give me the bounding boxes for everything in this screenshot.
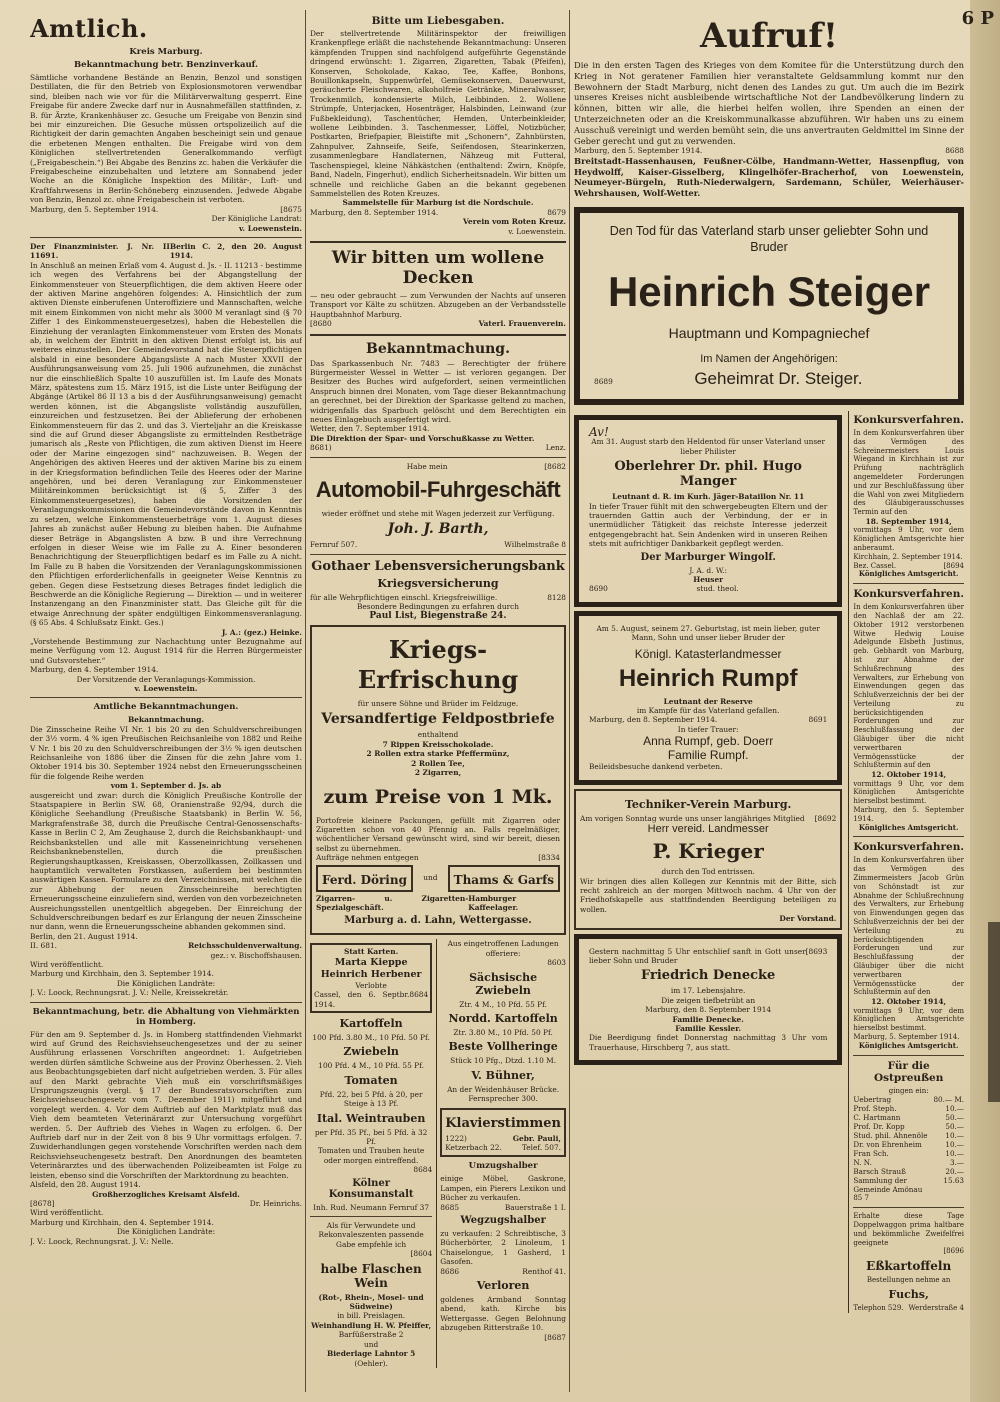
wird-1-date: Marburg und Kirchhain, den 3. September 1914.	[30, 969, 214, 979]
tomaten-title: Tomaten	[344, 1073, 398, 1087]
manger-text: Am 31. August starb den Heldentod für unser Vaterland unser lieber Philister	[591, 437, 826, 456]
sparkasse-date: Wetter, den 7. September 1914.	[310, 424, 430, 434]
wird-1-sign: Die Königlichen Landräte:	[116, 978, 216, 988]
steiger-rank: Hauptmann und Kompagniechef	[668, 324, 870, 341]
verloren-text: goldenes Armband Sonntag abend, kath. Kirche bis Wettergasse. Gegen Belohnung abzugeben Ritterstraße 10.	[440, 1295, 566, 1333]
halbe-addr3: (Oehler).	[354, 1358, 388, 1368]
donation-row	[853, 1140, 964, 1149]
donation-name: Fran Sch.	[853, 1149, 889, 1159]
denecke-date: Marburg, den 8. September 1914	[645, 1005, 772, 1015]
finance-date: Marburg, den 4. September 1914.	[30, 665, 159, 675]
halbe-firm: Weinhandlung H. W. Pfeiffer,	[311, 1320, 432, 1330]
kriegs-auf: Aufträge nehmen entgegen	[316, 853, 419, 863]
manger-obituary	[574, 415, 842, 607]
konkurs-3-text-2: vormittags 9 Uhr, vor dem Königlichen Amtsgerichte hierselbst bestimmt.	[853, 1006, 964, 1033]
denecke-number: [8693	[805, 946, 828, 956]
benzin-number: [8675	[280, 204, 302, 214]
donation-amount: 20.—	[945, 1167, 964, 1177]
donation-row	[853, 1113, 964, 1122]
techniker-text: Am vorigen Sonntag wurde uns unser langjähriges Mitglied	[580, 813, 805, 823]
halbe-addr1: Barfüßerstraße 2	[338, 1330, 404, 1340]
esskartoffeln-text: Bestellungen nehme an	[866, 1276, 951, 1285]
amtliche-sign-name: gez.: v. Bischoffshausen.	[210, 950, 302, 960]
vollheringe-title: Beste Vollheringe	[448, 1040, 558, 1054]
gotha-name: Paul List, Biegenstraße 24.	[369, 610, 507, 621]
konkurs-3-title: Konkursverfahren.	[853, 841, 964, 854]
umzug-text: einige Möbel, Gaskrone, Lampen, ein Pierers Lexikon und Bücher zu verkaufen.	[440, 1174, 566, 1203]
steiger-number: 8689	[594, 376, 613, 386]
buehner-tel: Fernsprecher 300.	[468, 1094, 538, 1104]
sparkasse-org: Die Direktion der Spar- und Vorschußkasse zu Wetter.	[310, 433, 535, 443]
benzin-sign-name: v. Loewenstein.	[239, 223, 302, 233]
decken-number: [8680	[310, 319, 332, 329]
wedding-title: Statt Karten.	[344, 947, 399, 957]
wegzug-text: zu verkaufen: 2 Schreibtische, 3 Bücherbörter, 2 Linoleum, 1 Chaiselongue, 1 Gasherd, 1 Gasofen.	[440, 1229, 566, 1267]
donation-name: Barsch Strauß	[853, 1167, 906, 1177]
wird-2-date: Marburg und Kirchhain, den 4. September 1914.	[30, 1217, 214, 1227]
kreis-heading: Kreis Marburg.	[129, 47, 203, 57]
kriegs-firm-1-sub: Zigarren- u. Zigaretten-Spezialgeschäft.	[316, 893, 469, 912]
kriegs-head: Versandfertige Feldpostbriefe	[321, 711, 555, 728]
techniker-notice	[574, 789, 842, 930]
auto-title: Automobil-Fuhrgeschäft	[315, 477, 561, 503]
rumpf-text-2: im Kampfe für das Vaterland gefallen.	[636, 706, 780, 716]
ostpreussen-foot: Erhalte diese Tage Doppelwaggon prima haltbare und bekömmliche Zweifelfrei geeignete	[853, 1212, 964, 1247]
sparkasse-sign: Lenz.	[545, 443, 566, 453]
zwiebeln-title: Zwiebeln	[343, 1045, 399, 1059]
aufruf-number: 8688	[945, 146, 964, 156]
benzin-sign-title: Der Königliche Landrat:	[211, 214, 302, 224]
donation-row	[853, 1176, 964, 1194]
decken-org: Vaterl. Frauenverein.	[478, 319, 566, 329]
rumpf-rank: Leutnant der Reserve	[663, 696, 753, 706]
konkurs-1-title: Konkursverfahren.	[853, 413, 964, 426]
steiger-obituary	[574, 207, 964, 405]
konkurs-1-text: In dem Konkursverfahren über das Vermögen des Schreinermeisters Louis Wiegand in Kirchhain ist zur Prüfung nachträglich angemeldeter Forderungen und zur Beschlußfassung über die Wahl von zwei Mitgliedern des Gläubigerausschusses Termin auf den	[853, 428, 964, 517]
umzug-number: 8685	[440, 1202, 460, 1212]
techniker-org: Der Vorstand.	[779, 914, 837, 924]
amtliche-sub: Bekanntmachung.	[128, 715, 204, 725]
rumpf-name-2: Familie Rumpf.	[667, 748, 749, 763]
denecke-text-3: Die Beerdigung findet Donnerstag nachmittag 3 Uhr vom Trauerhause, Hirschberg 7, aus statt.	[589, 1033, 828, 1052]
donation-amount: 80.— M.	[933, 1095, 964, 1105]
viehmarkt-sign: Dr. Heinrichs.	[249, 1198, 302, 1208]
manger-text-2: In tiefer Trauer fühlt mit den schwergebeugten Eltern und der trauernden Gattin auch der Verbindung, der er in unermüdlicher Tätigkeit das reichste Interesse jederzeit entgegengebracht hat. Sein Andenken wird in unseren Reihen stets mit aufrichtiger Dankbarkeit gepflegt werden.	[589, 501, 828, 549]
techniker-number: [8692	[814, 813, 837, 823]
finance-sign: J. A.: (gez.) Heinke.	[221, 627, 302, 637]
halbe-und: und	[363, 1339, 379, 1349]
amtliche-number: II. 681.	[30, 941, 57, 951]
gotha-sub: Kriegsversicherung	[377, 576, 499, 590]
gotha-sub2: für alle Wehrpflichtigen einschl. Kriegsfreiwillige.	[310, 592, 498, 602]
nordd-kartoffeln-title: Nordd. Kartoffeln	[448, 1011, 558, 1025]
wedding-sub: Verlobte	[355, 980, 387, 990]
rumpf-name-1: Anna Rumpf, geb. Doerr	[643, 734, 774, 749]
viehmarkt-title: Bekanntmachung, betr. die Abhaltung von Viehmärkten in Homberg.	[32, 1006, 300, 1027]
sparkasse-number: 8681)	[310, 443, 332, 453]
steiger-name: Heinrich Steiger	[607, 267, 931, 315]
benzin-text: Sämtliche vorhandene Bestände an Benzin, Benzol und sonstigen Destillaten, die für den Betrieb von Explosionsmotoren verwendbar sind, bleiben nach wie vor für die Militärverwaltung gesperrt. Eine Freigabe für andere Zwecke darf nur in Ausnahmefällen stattfinden, z. B. für Ärzte, Krankenhäuser zc. Gesuche um Freigabe von Benzin sind bei mir einzureichen. Die Gesuche müssen ortspolizeilich auf die Richtigkeit der darin gemachten Angaben bescheinigt sein und genaue die erbetenen Mengen enthalten. Die Freigabe wird von dem Königlichen stellvertretenden Generalkommando verfügt („Freigabeschein.“) Bei Abgabe des Benzins zc. haben die Verkäufer die Freigabescheine einzubehalten und letztere am Sonnabend jeder Woche an die Königliche Inspektion des Militär-, Luft- und Kraftfahrwesens in Berlin-Schöneberg einzusenden. Jedwede Abgabe von Benzin, Benzol zc. ohne Freigabeschein ist verboten.	[30, 73, 302, 205]
liebesgaben-sammel: Sammelstelle für Marburg ist die Nordschule.	[342, 198, 534, 208]
wird-1-names: J. V.: Loock, Rechnungsrat. J. V.: Nelle, Kreissekretär.	[30, 988, 229, 998]
sachs-zwiebeln-title: Sächsische Zwiebeln	[469, 970, 538, 997]
konkurs-1-org: Königliches Amtsgericht.	[858, 569, 959, 579]
donation-name: Sammlung der Gemeinde Amönau	[853, 1176, 923, 1195]
donation-name: Prof. Dr. Kopp	[853, 1122, 905, 1132]
aufruf-names: Breitstadt-Hassenhausen, Feußner-Cölbe, Handmann-Wetter, Hassenpflug, von Heydwolff, Kaiser-Gisselberg, Klingelhöfer-Bracherhof, von Loewenstein, Neumeyer-Bürgeln, Ruth-Niederwalgern, Sardemann, Schüler, Weierhäuser-Wehrshausen, Wolf-Wetter.	[574, 155, 964, 199]
konkurs-2-date: 12. Oktober 1914,	[871, 770, 947, 780]
manger-org: Der Marburger Wingolf.	[640, 551, 776, 563]
liebesgaben-text: Der stellvertretende Militärinspektor der freiwilligen Krankenpflege erläßt die nachstehende Bekanntmachung: Unseren kämpfenden Truppen sind nachfolgend aufgeführte Gegenstände dringend erwünscht: 1. Zigarren, Zigaretten, Tabak (Pfeifen), Konserven, Schokolade, Kakao, Tee, Kaffee, Bonbons, Bouillonkapseln, Suppenwürfel, Gemüsekonserven, Dauerwurst, geräucherte Fleischwaren, alkoholfreie Getränke, Mineralwasser, Trockenmilch, kondensierte Milch, Leibbinden. 2. Wollene Strümpfe, Unterjacken, Hosenträger, Halsbinden, Leinwand (zur Fußbekleidung), Taschentücher, Hemden, Unterbeinkleider, wollene Leibbinden. 3. Taschenmesser, Löffel, Notizbücher, Postkarten, Briefpapier, Bleistifte mit „Schonern“, Zahnbürsten, Zahnpulver, Zahnseife, Seife, Seifendosen, Stearinkerzen, zusammenlegbare Handlaternen, Nähzeug mit Futteral, Taschenspiegel, kleine Nähkästchen (enthaltend: Zwirn, Knöpfe, Band, Nadeln, Fingerhut), endlich Sicherheitsnadeln. Wir bitten um schnelle und reichliche Gaben an die bekannt gegebenen Sammelstellen des Roten Kreuzes.	[310, 29, 566, 198]
klavier-tel: Telef. 507.	[521, 1143, 561, 1152]
konkurs-2-title: Konkursverfahren.	[853, 588, 964, 601]
liebesgaben-org: Verein vom Roten Kreuz.	[462, 217, 566, 227]
amtliche-text: Die Zinsscheine Reihe VI Nr. 1 bis 20 zu den Schuldverschreibungen der 3½ vorm. 4 % igen Preußischen Reichsanleihe von 1882 und Reihe V Nr. 1 bis 20 zu den Schuldverschreibungen der 3½ % igen deutschen Reichsanleihe von 1886 über die Zinsen für die zehn Jahre vom 1. Oktober 1914 bis 30. September 1924 nebst den Erneuerungsscheinen für die folgende Reihe werden	[30, 724, 302, 781]
liebesgaben-number: 8679	[547, 207, 566, 217]
konkurs-1-ref: Bez. Cassel.	[853, 561, 897, 570]
esskartoffeln-addr: Werderstraße 4	[908, 1303, 964, 1312]
denecke-name: Friedrich Denecke	[641, 968, 776, 984]
halbe-addr2: Biederlage Lahntor 5	[326, 1349, 416, 1359]
esskartoffeln-name: Fuchs,	[888, 1287, 929, 1301]
empf-text: Als für Verwundete und Rekonvaleszenten passende Gabe empfehle ich	[318, 1221, 424, 1249]
trauben-number: 8684	[413, 1165, 433, 1175]
kriegs-item: 2 Rollen extra starke Pfeffermünz,	[366, 749, 510, 759]
page-edge-shadow	[988, 922, 1000, 1102]
donation-name: Dr. von Ehrenheim	[853, 1140, 922, 1150]
wird-2-names: J. V.: Loock, Rechnungsrat. J. V.: Nelle.	[30, 1236, 174, 1246]
offer-head: Aus eingetroffenen Ladungen offeriere:	[447, 939, 559, 958]
kriegs-text: Portofreie kleinere Packungen, gefüllt mit Zigarren oder Zigaretten schon von 40 Pfennig an. Falls regelmäßiger, wöchentlicher Versand gewünscht wird, sind wir bereit, diesen selbst zu übernehmen.	[316, 815, 560, 853]
esskartoffeln-tel: Telephon 529.	[853, 1303, 904, 1312]
wegzug-number: 8686	[440, 1266, 460, 1276]
techniker-name: P. Krieger	[652, 839, 764, 864]
konkurs-1-date: 18. September 1914,	[865, 516, 952, 526]
esskartoffeln-title: Eßkartoffeln	[866, 1259, 952, 1274]
steiger-im: Im Namen der Angehörigen:	[700, 352, 838, 365]
manger-name: Oberlehrer Dr. phil. Hugo Manger	[614, 459, 802, 490]
kriegs-firm-1: Ferd. Döring	[316, 865, 413, 892]
auto-tel: Fernruf 507.	[310, 540, 358, 550]
liebesgaben-sign: v. Loewenstein.	[508, 226, 566, 236]
wegzug-addr: Renthof 41.	[522, 1266, 566, 1276]
column-1	[30, 12, 302, 1394]
buehner-addr: An der Weidenhäuser Brücke.	[447, 1084, 560, 1094]
decken-title: Wir bitten um wollene Decken	[331, 247, 545, 288]
denecke-text: Gestern nachmittag 5 Uhr entschlief sanft in Gott unser lieber Sohn und Bruder	[589, 946, 806, 965]
kriegs-item: 7 Rippen Kreisschokolade.	[382, 739, 494, 749]
gotha-title: Gothaer Lebensversicherungsbank	[311, 558, 565, 574]
kriegs-title: Kriegs-Erfrischung	[357, 635, 519, 695]
decken-text: — neu oder gebraucht — zum Verwunden der Nachts auf unseren Transport vor Kälte zu schützen. Abzugeben an der Verbandsstelle Hauptbahnhof Marburg.	[310, 290, 566, 319]
konkurs-1-number: [8694	[943, 561, 964, 570]
zwiebeln-price: 100 Pfd. 4 M., 10 Pfd. 55 Pf.	[318, 1061, 424, 1071]
klavier-title: Klavierstimmen	[445, 1115, 561, 1131]
trauben-title: Ital. Weintrauben	[316, 1111, 426, 1125]
page-label: 6 P	[961, 8, 994, 29]
finance-sign-title: Der Vorsitzende der Veranlagungs-Kommission.	[76, 674, 256, 684]
konkurs-2-text: In dem Konkursverfahren über den Nachlaß der am 22. Oktober 1912 verstorbenen Witwe Hedwig Louise Adelgunde Elsbeth Justinus, geb. Gebhardt von Marburg, ist zur Abnahme der Schlußrechnung des Verwalters, zur Erhebung von Einwendungen gegen das Schlußverzeichnis der bei der Verteilung zu berücksichtigenden Forderungen und zur Beschlußfassung der Gläubiger über die nicht verwertbaren Vermögensstücke der Schlußtermin auf den	[853, 603, 964, 770]
finance-quote: „Vorstehende Bestimmung zur Nachachtung unter Bezugnahme auf meine Verfügung vom 12. August 1914 für die Herren Bürgermeister und Gutsvorsteher.“	[30, 636, 302, 665]
klavier-addr: Ketzerbach 22.	[445, 1143, 502, 1152]
klavier-name: Gebr. Pauli,	[512, 1133, 561, 1143]
wegzug-title: Wegzugshalber	[460, 1215, 546, 1227]
verloren-title: Verloren	[476, 1279, 530, 1293]
manger-sign-1: J. A. d. W.:	[689, 565, 728, 575]
kriegs-und: und	[423, 873, 438, 883]
halbe-title: halbe Flaschen Wein	[320, 1261, 422, 1290]
kriegs-number: [8334	[538, 853, 560, 863]
column-2	[310, 12, 566, 1394]
column-3	[574, 12, 964, 1394]
umzug-addr: Bauerstraße 1 I.	[504, 1202, 566, 1212]
donation-name: C. Hartmann	[853, 1113, 901, 1123]
finance-text: In Anschluß an meinen Erlaß vom 4. August d. Js. - II. 11213 - bestimme ich wegen des Verfahrens bei der Abgangstellung der Einkommensteuer von Steuerpflichtigen, die dem aktiven Heere oder der aktiven Marine angehören folgendes: A. Hinsichtlich der zum aktiven Dienste einberufenen Unteroffiziere und Mannschaften, welche mit einem Einkommen von nicht mehr als 3000 M veranlagt sind (§ 70 Ziffer 1 des Einkommensteuergesetzes), haben die Hebestellen die Einziehung der veranlagten Einkommensteuer vom Ersten des Monats ab, in welchem der Eintritt in den aktiven Dienst erfolgt ist, bis auf weiteres einzustellen. Der Gemeindevorstand hat die Steuerpflichtigen alsbald in eine besondere Abgangsliste A nach Muster XXVII der Ausführungsanweisung vom 25. Juli 1906 aufzunehmen, die zunächst nur die einschließlich Spalte 10 auszufüllen ist. Im Laufe des Monats März, spätestens zum 15. März 1915, ist die Liste unter Beifügung der Abgänge (Artikel 86 II 13 a bis d der Ausführungsanweisung) gemacht werden können, ist die Abgangsliste vollständig auszufüllen, einzureichen und festzusetzen. Bei der Ablieferung der erhobenen Einkommensteuern für das 2. und das 3. Vierteljahr an die Kreiskasse sind die auf Grund dieser Abgangsliste zu ermittelnden Restbeträge jumarisch als „Reste von Pflichtigen, die zum aktiven Dienst im Heere oder der Marine eingezogen sind“ nachzuweisen. B. Wegen der Angehörigen des aktiven Heeres und der aktiven Marine bis zu einem in der Kriegsformation befindlichen Teile des Heeres oder der Marine angehören, und bei deren Veranlagung zur Einkommensteuer Militäreinkommen berücksichtigt ist (§ 5, Ziffer 3 des Einkommensteuergesetzes), haben die Vorsitzenden der Veranlagungskommissionen die Gemeindevorstände davon in Kenntnis zu setzen, welche Einkommensteuerbeträge vom 1. August dieses Jahres ab zunächst außer Hebung zu bleiben haben. Die Aufnahme dieser Beträge in Abgangslisten A bzw. B und ihre Verrechnung erfolgen in dieser Weise wie im Falle zu A. Einer besonderen Benachrichtigung der Steuerpflichtigen bedarf es im Falle zu A nicht. Im Falle zu B haben die Vorsitzenden der Veranlagungskommissionen den Pflichtigen erforderlichenfalls in geeigneter Weise Kenntnis zu geben. Gegen diese Festsetzung dieses Betrages findet lediglich die Beschwerde an die Königliche Regierung — Direktion — und in weiterer Instanzengang an den Finanzminister statt. Das Gleiche gilt für die etwaige Anrechnung der später endgültigen Einkommensveranlagung. (§ 65 Abs. 4 Schlußsatz Einkt. Ges.)	[30, 260, 302, 628]
kartoffeln-title: Kartoffeln	[339, 1016, 403, 1030]
liebesgaben-title: Bitte um Liebesgaben.	[371, 15, 505, 27]
wird-2-sign: Die Königlichen Landräte:	[116, 1227, 216, 1237]
tomaten-price: Pfd. 22, bei 5 Pfd. à 20, per Steige à 13 Pf.	[319, 1089, 423, 1109]
donation-name: Prof. Steph.	[853, 1104, 897, 1114]
kriegs-price: zum Preise von 1 Mk.	[323, 785, 553, 808]
rumpf-name: Heinrich Rumpf	[618, 664, 798, 692]
page-edge	[970, 0, 1000, 1402]
rumpf-obituary	[574, 611, 842, 785]
gotha-sub3: Besondere Bedingungen zu erfahren durch	[356, 602, 520, 612]
liebesgaben-date: Marburg, den 8. September 1914.	[310, 207, 439, 217]
sachs-zwiebeln-price: Ztr. 4 M., 10 Pfd. 55 Pf.	[459, 999, 547, 1009]
donation-amount: 15.63	[943, 1176, 964, 1186]
kartoffeln-price: 100 Pfd. 3.80 M., 10 Pfd. 50 Pf.	[312, 1032, 430, 1042]
donation-amount: 10.—	[945, 1131, 964, 1141]
wird-1: Wird veröffentlicht.	[30, 959, 104, 969]
denecke-trauer: Die zeigen tiefbetrübt an	[661, 995, 756, 1005]
donation-amount: 50.—	[945, 1113, 964, 1123]
auto-number: [8682	[544, 461, 566, 471]
finance-sign-name: v. Loewenstein.	[134, 684, 198, 693]
donation-name: Uebertrag	[853, 1095, 892, 1105]
manger-vv: Av!	[589, 424, 609, 439]
donation-row	[853, 1167, 964, 1176]
techniker-title-2: Herr vereid. Landmesser	[647, 823, 769, 836]
donation-row	[853, 1122, 964, 1131]
denecke-family-2: Familie Kessler.	[675, 1023, 742, 1033]
donation-amount: 10.—	[945, 1140, 964, 1150]
finance-place: Berlin C. 2, den 20. August 1914.	[169, 241, 302, 261]
kriegs-addr: Marburg a. d. Lahn, Wettergasse.	[344, 915, 532, 927]
kriegs-item: 2 Rollen Tee,	[411, 758, 465, 768]
rumpf-title: Königl. Katasterlandmesser	[634, 646, 782, 661]
halbe-sub: (Rot-, Rhein-, Mosel- und Südweine)	[318, 1292, 424, 1312]
techniker-title: Techniker-Verein Marburg.	[624, 797, 792, 811]
trauben-sub: Tomaten und Trauben heute oder morgen eintreffend.	[317, 1146, 425, 1165]
rumpf-text: Am 5. August, seinem 27. Geburtstag, ist mein lieber, guter Mann, Sohn und unser lieber Bruder der	[596, 623, 820, 643]
sparkasse-text: Das Sparkassenbuch Nr. 7483 — Berechtigter der frühere Bürgermeister Wessel in Wetter — ist verloren gegangen. Der Besitzer des Buches wird aufgefordert, seinen vermeintlichen Anspruch binnen drei Monaten, vom Tage dieser Bekanntmachung an gerechnet, bei der Direktion der Sparkasse geltend zu machen, widrigenfalls das Sparbuch gelöscht und dem Berechtigten ein neues Einlagebuch ausgefertigt wird.	[310, 358, 566, 424]
vollheringe-price: Stück 10 Pfg., Dtzd. 1.10 M.	[450, 1056, 557, 1066]
donation-amount: 50.—	[945, 1122, 964, 1132]
donation-amount: 10.—	[945, 1149, 964, 1159]
kriegs-sub: für unsere Söhne und Brüder im Feldzuge.	[357, 699, 519, 709]
amtliche-sign-org: Reichsschuldenverwaltung.	[188, 941, 302, 951]
techniker-text-2: durch den Tod entrissen.	[661, 867, 755, 877]
benzin-date: Marburg, den 5. September 1914.	[30, 204, 159, 214]
viehmarkt-org: Großherzogliches Kreisamt Alsfeld.	[92, 1189, 240, 1199]
ostpreussen-number: [8696	[943, 1247, 964, 1256]
konkurs-1-text-2: vormittags 9 Uhr, vor dem Königlichen Amtsgerichte hier anberaumt.	[853, 526, 964, 552]
auto-name: Joh. J. Barth,	[387, 521, 489, 538]
konkurs-3-org: Königliches Amtsgericht.	[858, 1040, 959, 1050]
techniker-text-3: Wir bringen dies allen Kollegen zur Kenntnis mit der Bitte, sich recht zahlreich an der morgen Mittwoch nachm. 4 Uhr von der Friedhofskapelle aus stattfindenden Beerdigung beteiligen zu wollen.	[580, 876, 837, 914]
konkurs-3-date: 12. Oktober 1914,	[871, 997, 947, 1007]
steiger-text: Den Tod für das Vaterland starb unser geliebter Sohn und Bruder	[609, 223, 929, 254]
koln-addr: Inh. Rud. Neumann Fernruf 37	[313, 1202, 430, 1212]
gotha-number: 8128	[547, 592, 566, 602]
trauben-price: per Pfd. 35 Pf., bei 5 Pfd. à 32 Pf.	[314, 1127, 428, 1146]
koln-title: Kölner Konsumanstalt	[328, 1177, 414, 1200]
buehner-name: V. Bühner,	[471, 1068, 535, 1082]
manger-rank: Leutnant d. R. im Kurh. Jäger-Bataillon Nr. 11	[612, 492, 805, 502]
ostpreussen-total: 85 7	[853, 1194, 869, 1203]
amtliche-date: Berlin, den 21. August 1914.	[30, 931, 138, 941]
wedding-name-1: Marta Kieppe	[334, 956, 408, 968]
wedding-name-2: Heinrich Herbener	[320, 968, 422, 980]
konkurs-3-place: Marburg, 5. September 1914.	[853, 1033, 960, 1041]
donation-row	[853, 1131, 964, 1140]
denecke-family-1: Familie Denecke.	[672, 1014, 744, 1024]
denecke-text-2: im 17. Lebensjahre.	[670, 986, 746, 996]
column-rule	[569, 10, 570, 1392]
amtliche-text-2: ausgereicht und zwar: durch die Königlich Preußische Kontrolle der Staatspapiere in Berlin SW. 68, Oranienstraße 92/94, durch die Königliche Seehandlung (Preußische Staatsbank) in Berlin W. 56, Markgrafenstraße 38, durch die Preußische Central-Genossenschafts-Kasse in Berlin C 2, Am Zeughause 2, durch die Reichsbankhaupt- und Reichsbankstellen und alle mit Kasseneinrichtung versehenen Reichsbanknebenstellen, durch die preußischen Regierungshauptkassen, Kreiskassen, Oberzollkassen, Zollkassen und hauptamtlich verwalteten Forstkassen, außerdem bei bestimmten auswärtigen Kassen. Formulare zu den Verzeichnissen, mit welchen die zur Abhebung der neuen Zinsscheinreihe berechtigten Erneuerungsscheine einzuliefern sind, werden von den vorbezeichneten Ausreichungsstellen unentgeltlich abgegeben. Der Einreichung der Schuldverschreibungen bedarf es zur Erlangung der neuen Zinsscheine nur dann, wenn die Erneuerungsscheine abhanden gekommen sind.	[30, 790, 302, 932]
kriegs-item: 2 Zigarren,	[414, 768, 462, 778]
manger-sign-2: Heuser	[693, 575, 724, 585]
rumpf-date: Marburg, den 8. September 1914.	[589, 715, 718, 725]
ostpreussen-list	[853, 1095, 964, 1194]
verloren-number: [8687	[544, 1332, 566, 1342]
auto-pre: Habe mein	[406, 461, 448, 471]
rumpf-trauer: In tiefer Trauer:	[677, 724, 739, 734]
aufruf-title: Aufruf!	[700, 16, 838, 56]
konkurs-3-text: In dem Konkursverfahren über das Vermögen des Zimmermeisters Jacob Grün von Schönstadt ist zur Abnahme der Schlußrechnung des Verwalters, zur Erhebung von Einwendungen gegen das Schlußverzeichnis der bei der Verteilung zu berücksichtigenden Forderungen und zur Beschlußfassung der Gläubiger über die nicht verwertbaren Vermögensstücke der Schlußtermin auf den	[853, 856, 964, 997]
donation-row	[853, 1104, 964, 1113]
wedding-place: Cassel, den 6. Septbr. 1914.	[314, 990, 410, 1009]
rumpf-number: 8691	[808, 715, 828, 725]
donation-amount: 10.—	[945, 1104, 964, 1114]
rumpf-foot: Beileidsbesuche dankend verbeten.	[589, 762, 723, 772]
viehmarkt-number: [8678]	[30, 1198, 55, 1208]
kriegs-firm-2-sub: Hamburger Kaffeelager.	[468, 893, 519, 912]
wedding-number: 8684	[409, 990, 429, 1000]
amtliche-date-highlight: vom 1. September d. Js. ab	[110, 781, 222, 791]
donation-row	[853, 1149, 964, 1158]
column-rule	[305, 10, 306, 1392]
steiger-sign: Geheimrat Dr. Steiger.	[694, 368, 863, 388]
donation-amount: 3.—	[949, 1158, 964, 1168]
aufruf-date: Marburg, den 5. September 1914.	[574, 146, 703, 156]
halbe-sub2: in bill. Preislagen.	[337, 1311, 406, 1321]
empf-number: [8604	[410, 1249, 433, 1259]
konkurs-2-place: Marburg, den 5. September 1914.	[853, 806, 964, 823]
ostpreussen-sub: gingen ein:	[888, 1086, 929, 1095]
auto-addr: Wilhelmstraße 8	[504, 540, 566, 550]
viehmarkt-text: Für den am 9. September d. Js. in Homberg stattfindenden Viehmarkt wird auf Grund des Reichsviehseuchengesetzes und der zu seiner Ausführung erlassenen Vorschriften angeordnet: 1. Aufgetrieben werden dürfen sämtliche Schweine aus der Provinz Oberhessen. 2. Vieh aus Beobachtungsgebieten darf nicht aufgetrieben werden. 3. Für alles auf den Markt gebrachte Vieh muß ein vorschriftsmäßiges Ursprungszeugnis (vergl. § 17 der Bundesratsvorschriften zum Reichsviehseuchengesetz vom 7. Dezember 1911) mitgeführt und vorgelegt werden. 4. Vor dem Auftrieb auf den Marktplatz muß das Vieh dem beamteten Veterinärarzt zur Untersuchung vorgeführt werden. 5. Der Auftrieb des Viehes in Wagen zu erfolgen. 6. Der Auftrieb darf nur in der Zeit von 8 bis 9 Uhr vormittags erfolgen. 7. Zuwiderhandlungen gegen vorstehende Vorschriften werden nach dem Reichsviehseuchengesetz bestraft. Den Anordnungen des beamteten Veterinärarztes und des überwachenden Polizeibeamten ist Folge zu leisten, ebenso sind die Vorschriften der Marktordnung zu beachten.	[30, 1029, 302, 1180]
kriegs-firm-2: Thams & Garfs	[448, 865, 560, 892]
benzin-title: Bekanntmachung betr. Benzinverkauf.	[73, 60, 258, 70]
denecke-obituary	[574, 934, 842, 1066]
sparkasse-title: Bekanntmachung.	[366, 340, 510, 357]
donation-name: N. N.	[853, 1158, 872, 1168]
donation-name: Stud. phil. Ahnenöle	[853, 1131, 928, 1141]
amtliche-title: Amtliche Bekanntmachungen.	[93, 702, 239, 713]
kriegs-cont: enthaltend	[417, 730, 459, 740]
offer-number: 8603	[547, 958, 566, 968]
nordd-kartoffeln-price: Ztr. 3.80 M., 10 Pfd. 50 Pf.	[453, 1027, 553, 1037]
ostpreussen-title: Für die Ostpreußen	[873, 1059, 944, 1084]
konkurs-2-text-2: vormittags 9 Uhr, vor dem Königlichen Amtsgerichte hierselbst bestimmt.	[853, 779, 964, 806]
manger-sign-3: stud. theol.	[696, 584, 739, 594]
finance-header: Der Finanzminister. J. Nr. II 11691.	[30, 241, 170, 261]
manger-number: 8690	[589, 584, 608, 594]
amtlich-title: Amtlich.	[30, 14, 148, 43]
wird-2: Wird veröffentlicht.	[30, 1208, 104, 1218]
donation-row	[853, 1095, 964, 1104]
konkurs-2-org: Königliches Amtsgericht.	[858, 822, 959, 832]
aufruf-text: Die in den ersten Tagen des Krieges von dem Komitee für die Unterstützung durch den Krieg in Not geratener Familien hier veranstaltete Geldsammlung kommt nur den Bewohnern der Stadt Marburg, nicht denen des Landes zu gut. Um auch die im Bezirk unseres Kreises nicht ausbleibende wirtschaftliche Not der Landbevölkerung lindern zu können, bitten wir alle, die hierbei helfen wollen, ihre Spenden an einen der Unterzeichneten oder an die Kreiskommunalkasse abzuführen. Wir haben uns zu einem Ausschuß vereinigt und werden bemüht sein, die uns anvertrauten Geldmittel im Sinne der Geber gerecht und gut zu verwenden.	[574, 60, 964, 146]
auto-text: wieder eröffnet und stehe mit Wagen jederzeit zur Verfügung.	[321, 509, 555, 519]
donation-row	[853, 1158, 964, 1167]
viehmarkt-date: Alsfeld, den 28. August 1914.	[30, 1180, 141, 1190]
klavier-number: 1222)	[445, 1133, 467, 1143]
konkurs-1-place: Kirchhain, 2. September 1914.	[853, 552, 963, 561]
umzug-title: Umzugshalber	[468, 1161, 538, 1172]
